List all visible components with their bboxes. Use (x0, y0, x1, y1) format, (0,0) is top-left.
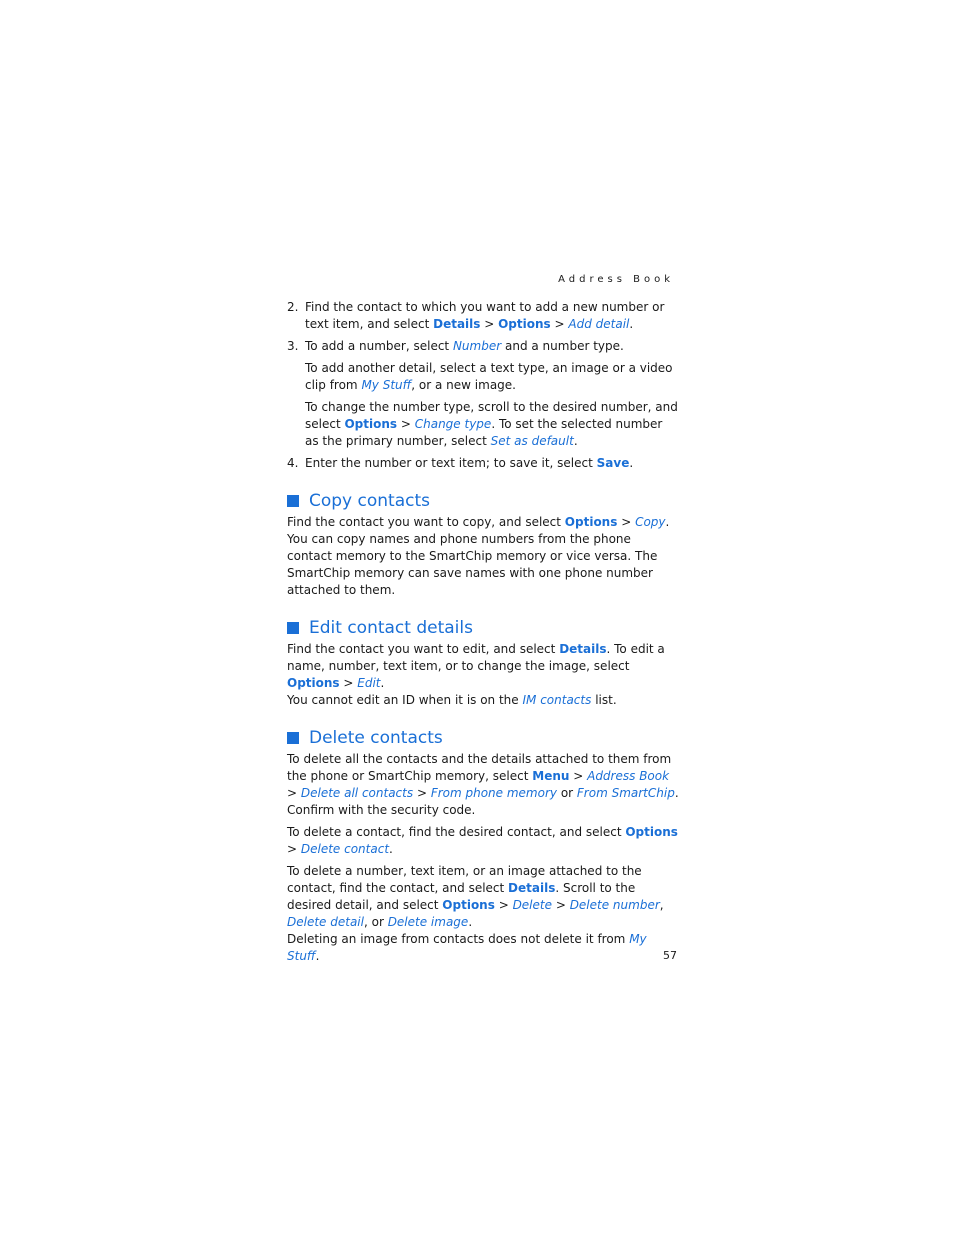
text-run: list. (591, 693, 617, 707)
text-run: . To edit a name, number, text item, or to change the image, select (287, 642, 665, 673)
menu-term-options: Options (564, 515, 618, 529)
step-text (305, 299, 679, 333)
text-run: . (315, 949, 320, 963)
separator: > (287, 786, 301, 800)
menu-term-set-as-default: Set as default (490, 434, 574, 448)
text-run: . (629, 317, 634, 331)
text-run: To delete a contact, find the desired contact, and select (287, 825, 626, 839)
menu-term-my-stuff: My Stuff (361, 378, 412, 392)
section-heading-delete-contacts (287, 728, 679, 748)
paragraph (305, 399, 679, 450)
text-run: Find the contact you want to edit, and select (287, 642, 560, 656)
text-run: Deleting an image from contacts does not delete it from (287, 932, 630, 946)
menu-term-from-phone-memory: From phone memory (430, 786, 557, 800)
menu-term-my-stuff: My Stuff (287, 932, 647, 963)
menu-term-menu: Menu (532, 769, 570, 783)
step-text (305, 455, 679, 472)
step-number: 3. (287, 339, 299, 353)
text-run: . You can copy names and phone numbers from the phone contact memory to the SmartChip memory or vice versa. The SmartChip memory can save names with one phone number attached to them. (287, 515, 670, 597)
text-run: . Confirm with the security code. (287, 786, 679, 817)
text-run: . (629, 456, 634, 470)
text-run: . (468, 915, 473, 929)
separator: , (659, 898, 664, 912)
list-item (287, 455, 679, 472)
text-run: Find the contact you want to copy, and select (287, 515, 565, 529)
menu-term-number: Number (452, 339, 502, 353)
menu-term-delete-all-contacts: Delete all contacts (300, 786, 414, 800)
text-run: . (389, 842, 393, 856)
menu-term-options: Options (344, 417, 398, 431)
heading-text: Delete contacts (309, 728, 443, 748)
separator: > (287, 842, 301, 856)
menu-term-delete-image: Delete image (387, 915, 469, 929)
separator: > (413, 786, 431, 800)
list-item (287, 338, 679, 355)
menu-term-delete-contact: Delete contact (300, 842, 390, 856)
menu-term-options: Options (498, 317, 551, 331)
text-run: To add a number, select (305, 339, 453, 353)
text-run: . (573, 434, 578, 448)
menu-term-from-smartchip: From SmartChip (576, 786, 675, 800)
menu-term-copy: Copy (635, 515, 666, 529)
menu-term-options: Options (442, 898, 495, 912)
separator: > (617, 515, 636, 529)
paragraph (287, 641, 679, 709)
menu-term-save: Save (596, 456, 630, 470)
menu-term-options: Options (287, 676, 340, 690)
menu-term-details: Details (433, 317, 481, 331)
menu-term-options: Options (625, 825, 678, 839)
separator: > (552, 898, 570, 912)
separator: > (397, 417, 415, 431)
heading-square-icon (287, 495, 299, 507)
menu-term-add-detail: Add detail (568, 317, 630, 331)
text-run: . Scroll to the desired detail, and select (287, 881, 636, 912)
text-run: You cannot edit an ID when it is on the (287, 693, 523, 707)
paragraph (287, 751, 679, 819)
text-run: Find the contact to which you want to add a new number or text item, and select (305, 300, 665, 331)
menu-term-delete-number: Delete number (569, 898, 660, 912)
text-run: Enter the number or text item; to save it, select (305, 456, 597, 470)
section-heading-edit-contact-details (287, 618, 679, 638)
text-run: To delete all the contacts and the details attached to them from the phone or SmartChip memory, select (287, 752, 672, 783)
text-run: To delete a number, text item, or an image attached to the contact, find the contact, and select (287, 864, 642, 895)
text-run: or (557, 786, 577, 800)
heading-text: Edit contact details (309, 618, 473, 638)
menu-term-edit: Edit (357, 676, 381, 690)
heading-text: Copy contacts (309, 491, 431, 511)
menu-term-delete-detail: Delete detail (287, 915, 364, 929)
separator: > (550, 317, 569, 331)
list-item (287, 299, 679, 333)
text-run: . (380, 676, 385, 690)
menu-term-im-contacts: IM contacts (522, 693, 592, 707)
menu-term-details: Details (559, 642, 607, 656)
page-number: 57 (663, 949, 677, 962)
step-number: 4. (287, 456, 299, 470)
text-run: . To set the selected number as the primary number, select (305, 417, 663, 448)
running-header: Address Book (558, 274, 674, 285)
heading-square-icon (287, 732, 299, 744)
menu-term-change-type: Change type (414, 417, 492, 431)
text-run: , or a new image. (411, 378, 516, 392)
paragraph (287, 863, 679, 965)
menu-term-details: Details (508, 881, 556, 895)
separator: > (480, 317, 499, 331)
separator: > (569, 769, 588, 783)
separator: > (339, 676, 358, 690)
text-run: To change the number type, scroll to the desired number, and select (305, 400, 678, 431)
paragraph (305, 360, 679, 394)
heading-square-icon (287, 622, 299, 634)
text-run: To add another detail, select a text type, an image or a video clip from (305, 361, 673, 392)
separator: , or (363, 915, 388, 929)
step-number: 2. (287, 300, 299, 314)
menu-term-delete: Delete (512, 898, 552, 912)
paragraph (287, 514, 679, 599)
text-run: and a number type. (501, 339, 624, 353)
separator: > (494, 898, 513, 912)
paragraph (287, 824, 679, 858)
section-heading-copy-contacts (287, 491, 679, 511)
page-content (287, 299, 679, 970)
menu-term-address-book: Address Book (587, 769, 670, 783)
step-text (305, 338, 679, 355)
